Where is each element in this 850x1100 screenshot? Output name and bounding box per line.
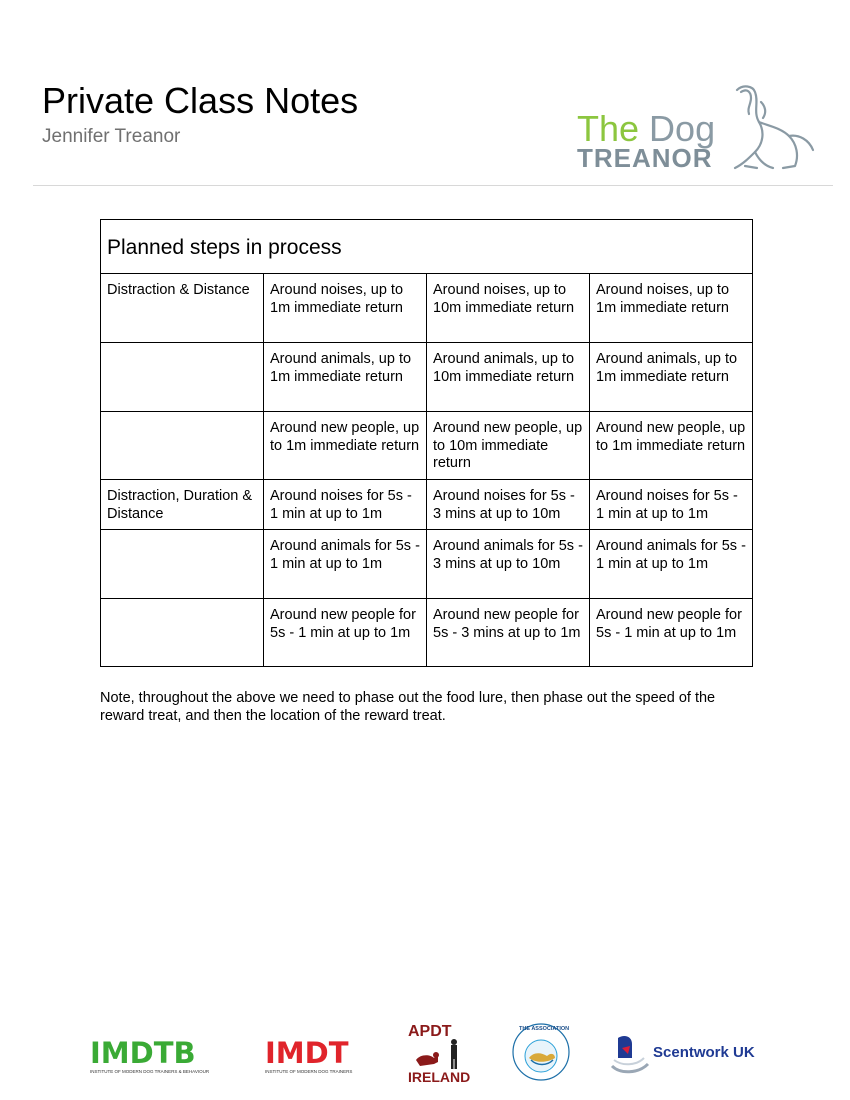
brand-logo xyxy=(575,80,825,175)
scentwork-uk-logo: Scentwork UK xyxy=(610,1032,770,1080)
row-label: Distraction & Distance xyxy=(101,274,264,343)
row-label xyxy=(101,530,264,599)
table-cell: Around animals, up to 1m immediate return xyxy=(590,343,753,412)
association-logo: THE ASSOCIATION xyxy=(511,1022,571,1082)
row-label: Distraction, Duration & Distance xyxy=(101,480,264,530)
table-cell: Around animals for 5s - 1 min at up to 1m xyxy=(264,530,427,599)
table-row xyxy=(101,343,753,412)
row-label xyxy=(101,599,264,667)
table-cell: Around new people for 5s - 1 min at up to 1m xyxy=(264,599,427,667)
handler-and-dog-icon xyxy=(408,1038,474,1070)
table-cell: Around noises, up to 10m immediate return xyxy=(427,274,590,343)
table-row xyxy=(101,480,753,530)
table-cell: Around new people, up to 1m immediate return xyxy=(590,412,753,480)
table-cell: Around noises, up to 1m immediate return xyxy=(264,274,427,343)
brand-logo-line1: The Dog xyxy=(577,108,716,149)
table-row xyxy=(101,412,753,480)
steps-table xyxy=(100,219,753,667)
table-heading: Planned steps in process xyxy=(101,220,753,274)
scentwork-emblem-icon xyxy=(610,1032,652,1076)
footer-logos xyxy=(0,1020,850,1090)
table-cell: Around new people, up to 1m immediate return xyxy=(264,412,427,480)
imdtb-logo: IMDTB INSTITUTE OF MODERN DOG TRAINERS & BEHAVIOUR xyxy=(90,1036,210,1074)
page-title: Private Class Notes xyxy=(42,80,359,121)
author-name: Jennifer Treanor xyxy=(42,126,181,147)
table-row xyxy=(101,599,753,667)
table-cell: Around animals for 5s - 3 mins at up to 10m xyxy=(427,530,590,599)
brand-logo-line2: TREANOR xyxy=(577,143,713,173)
row-label xyxy=(101,412,264,480)
table-cell: Around noises for 5s - 1 min at up to 1m xyxy=(264,480,427,530)
apdt-ireland-logo: APDT IRELAND xyxy=(408,1024,478,1088)
table-cell: Around animals, up to 10m immediate return xyxy=(427,343,590,412)
table-cell: Around animals, up to 1m immediate return xyxy=(264,343,427,412)
table-row xyxy=(101,530,753,599)
table-row xyxy=(101,274,753,343)
dog-silhouette-icon xyxy=(725,82,820,174)
note-paragraph: Note, throughout the above we need to phase out the food lure, then phase out the speed of the reward treat, and then the location of the reward treat. xyxy=(100,690,716,724)
table-cell: Around animals for 5s - 1 min at up to 1m xyxy=(590,530,753,599)
imdt-logo: IMDT INSTITUTE OF MODERN DOG TRAINERS xyxy=(265,1036,353,1074)
table-cell: Around new people, up to 10m immediate return xyxy=(427,412,590,480)
table-heading-row xyxy=(101,220,753,274)
table-cell: Around new people for 5s - 3 mins at up to 1m xyxy=(427,599,590,667)
table-cell: Around noises, up to 1m immediate return xyxy=(590,274,753,343)
header-divider xyxy=(33,185,833,186)
row-label xyxy=(101,343,264,412)
table-cell: Around noises for 5s - 3 mins at up to 10m xyxy=(427,480,590,530)
table-cell: Around noises for 5s - 1 min at up to 1m xyxy=(590,480,753,530)
table-cell: Around new people for 5s - 1 min at up to 1m xyxy=(590,599,753,667)
